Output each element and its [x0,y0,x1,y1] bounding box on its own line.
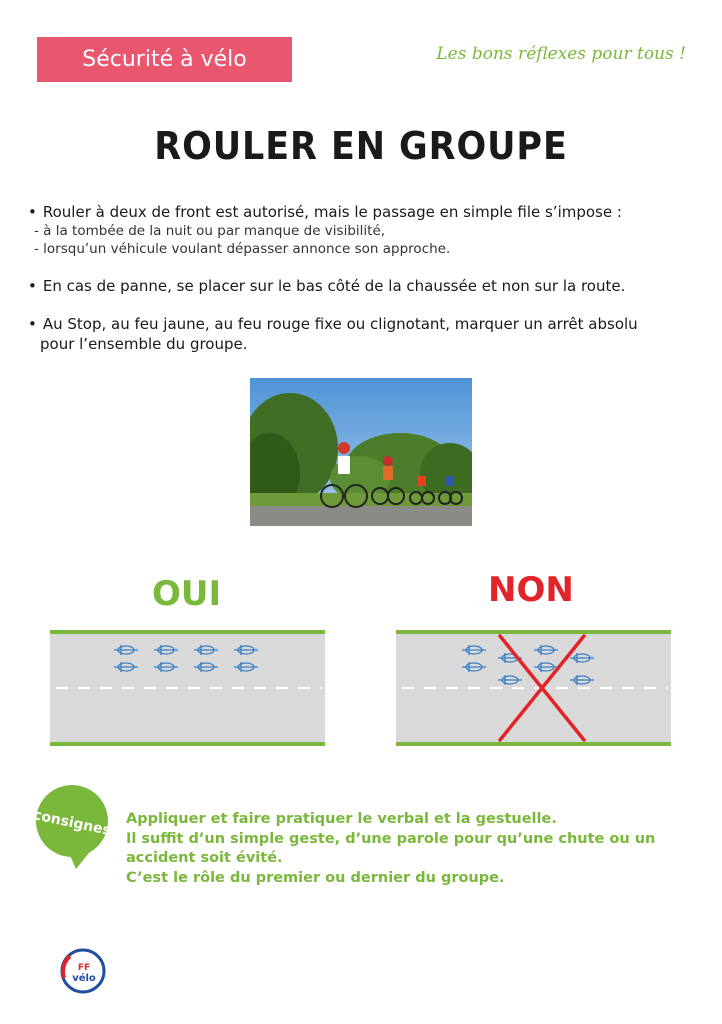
consignes-line: Appliquer et faire pratiquer le verbal et la gestuelle. [126,811,557,827]
no-label: NON [488,570,574,610]
bullet-icon: • [28,277,37,295]
svg-text:vélo: vélo [72,973,96,984]
consignes-line: Il suffit d’un simple geste, d’une parole pour qu’une chute ou un [126,830,656,847]
svg-text:FF: FF [77,963,91,973]
rule-subitem: - à la tombée de la nuit ou par manque de visibilité, [34,223,386,239]
bullet-icon: • [28,315,37,333]
tagline: Les bons réflexes pour tous ! [436,44,686,64]
cyclists-photo-illustration [250,378,472,526]
rule-text: En cas de panne, se placer sur le bas côté de la chaussée et non sur la route. [42,277,626,295]
consignes-bubble-icon [34,783,110,871]
consignes-line: accident soit évité. [126,850,283,866]
consignes-text [126,810,696,888]
road-diagram-no-graphic [396,630,671,746]
rule-text: Rouler à deux de front est autorisé, mais le passage en simple file s’impose : [42,203,622,221]
rule-subitem: - lorsqu’un véhicule voulant dépasser annonce son approche. [34,241,451,257]
road-diagram-no [396,630,671,746]
cyclists-photo [250,378,472,526]
rule-item [28,314,698,354]
road-diagram-yes-graphic [50,630,325,746]
consignes-bubble-text: consignes [34,806,110,840]
page-title: ROULER EN GROUPE [154,124,568,168]
yes-label: OUI [152,574,222,614]
consignes-line: C’est le rôle du premier ou dernier du groupe. [126,869,505,886]
rule-continuation: pour l’ensemble du groupe. [40,335,248,353]
ff-velo-logo [60,948,106,994]
rule-item [28,276,698,296]
rules-list [28,202,698,372]
bullet-icon: • [28,203,37,221]
header-badge: Sécurité à vélo [37,37,292,82]
rule-text: Au Stop, au feu jaune, au feu rouge fixe ou clignotant, marquer un arrêt absolu [42,315,638,333]
road-diagram-yes [50,630,325,746]
rule-item [28,202,698,258]
